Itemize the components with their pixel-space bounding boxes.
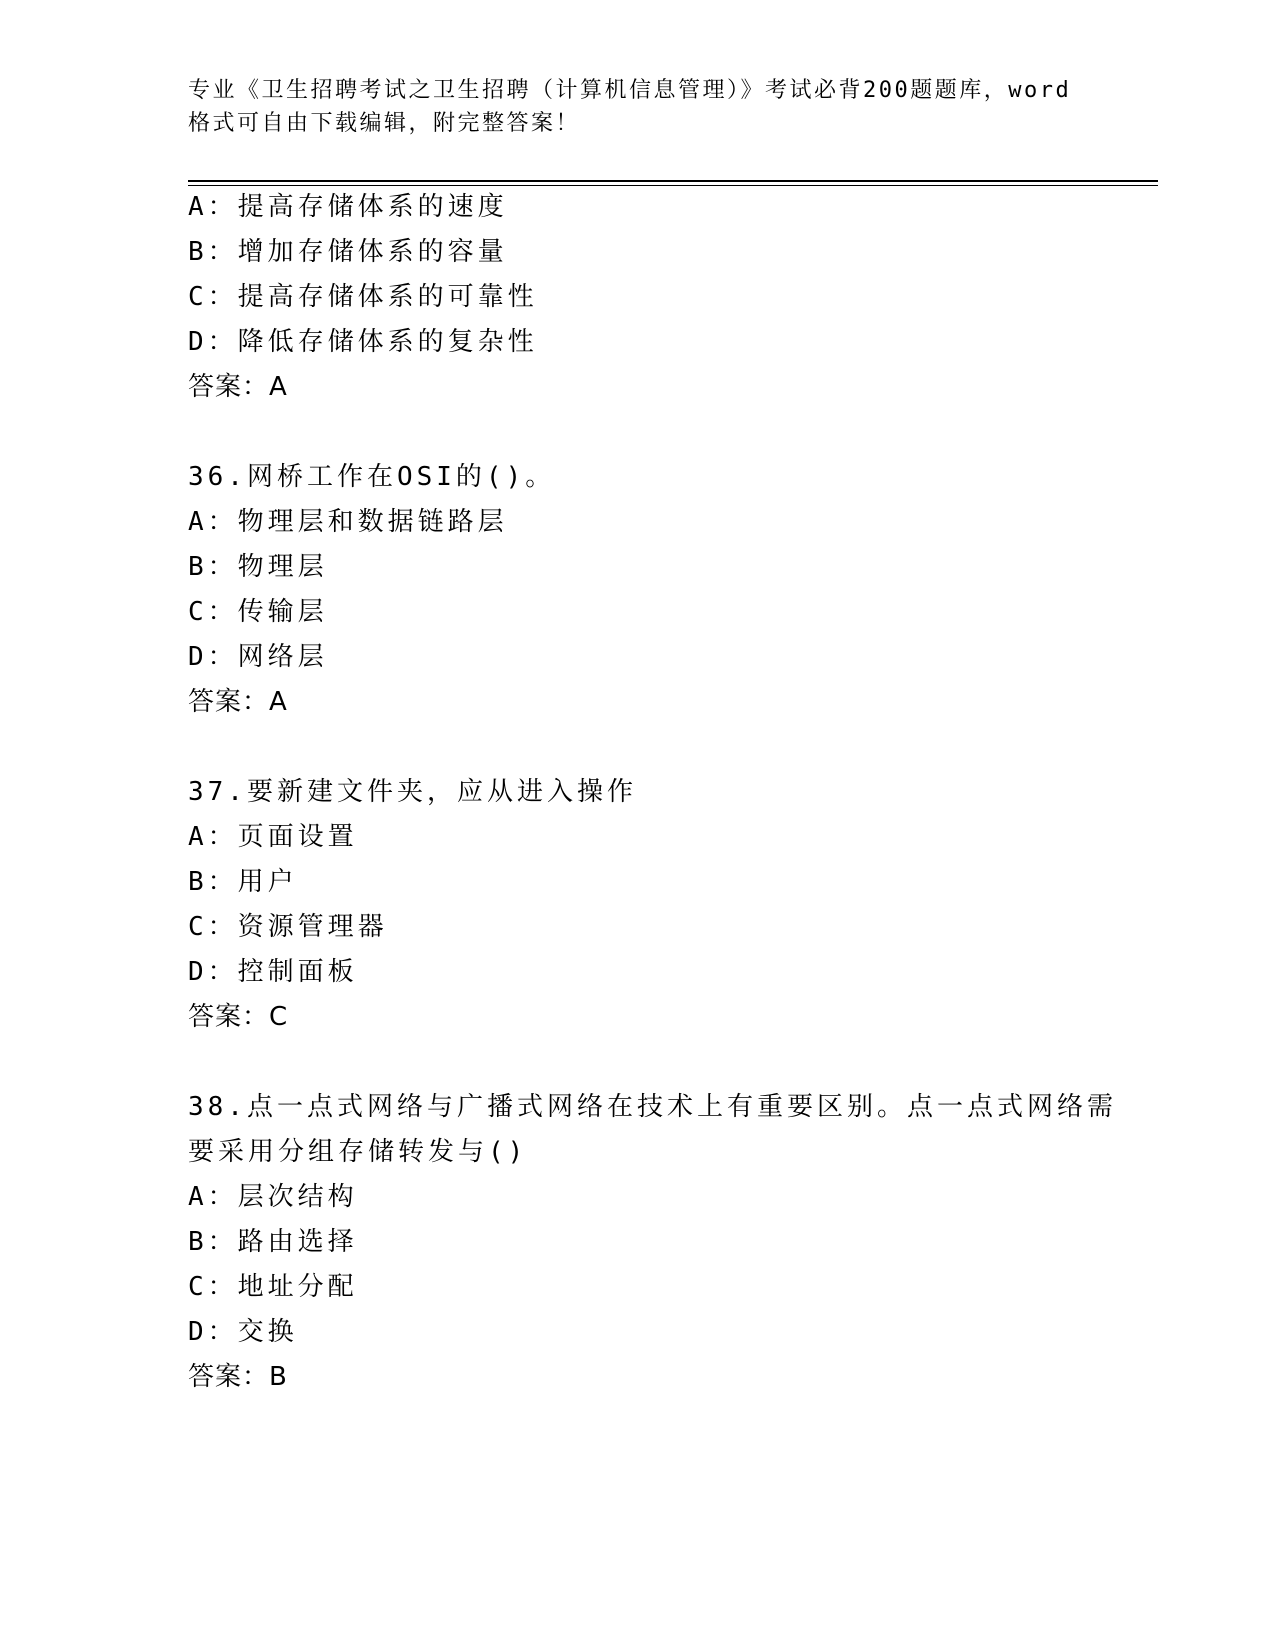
question-stem: 38.点一点式网络与广播式网络在技术上有重要区别。点一点式网络需 xyxy=(188,1092,1117,1122)
header-divider-thin xyxy=(188,185,1158,186)
answer: 答案：B xyxy=(188,1362,288,1392)
question-stem-continued: 要采用分组存储转发与() xyxy=(188,1137,528,1167)
option-c: C：提高存储体系的可靠性 xyxy=(188,282,538,312)
question-stem: 36.网桥工作在OSI的()。 xyxy=(188,462,556,492)
document-header xyxy=(188,74,1088,140)
option-a: A：层次结构 xyxy=(188,1182,358,1212)
header-line-2: 格式可自由下载编辑，附完整答案！ xyxy=(188,111,581,136)
option-c: C：地址分配 xyxy=(188,1272,358,1302)
answer: 答案：C xyxy=(188,1002,289,1032)
header-divider-thick xyxy=(188,180,1158,182)
question-stem: 37.要新建文件夹，应从进入操作 xyxy=(188,777,637,807)
option-a: A：页面设置 xyxy=(188,822,358,852)
header-line-1: 专业《卫生招聘考试之卫生招聘（计算机信息管理）》考试必背200题题库，word xyxy=(188,78,1072,103)
option-d: D：降低存储体系的复杂性 xyxy=(188,327,538,357)
answer: 答案：A xyxy=(188,372,288,402)
answer: 答案：A xyxy=(188,687,288,717)
option-b: B：物理层 xyxy=(188,552,328,582)
option-b: B：增加存储体系的容量 xyxy=(188,237,508,267)
option-c: C：资源管理器 xyxy=(188,912,388,942)
option-d: D：交换 xyxy=(188,1317,298,1347)
option-a: A：提高存储体系的速度 xyxy=(188,192,508,222)
option-b: B：用户 xyxy=(188,867,298,897)
option-d: D：控制面板 xyxy=(188,957,358,987)
option-b: B：路由选择 xyxy=(188,1227,358,1257)
option-c: C：传输层 xyxy=(188,597,328,627)
option-d: D：网络层 xyxy=(188,642,328,672)
option-a: A：物理层和数据链路层 xyxy=(188,507,508,537)
